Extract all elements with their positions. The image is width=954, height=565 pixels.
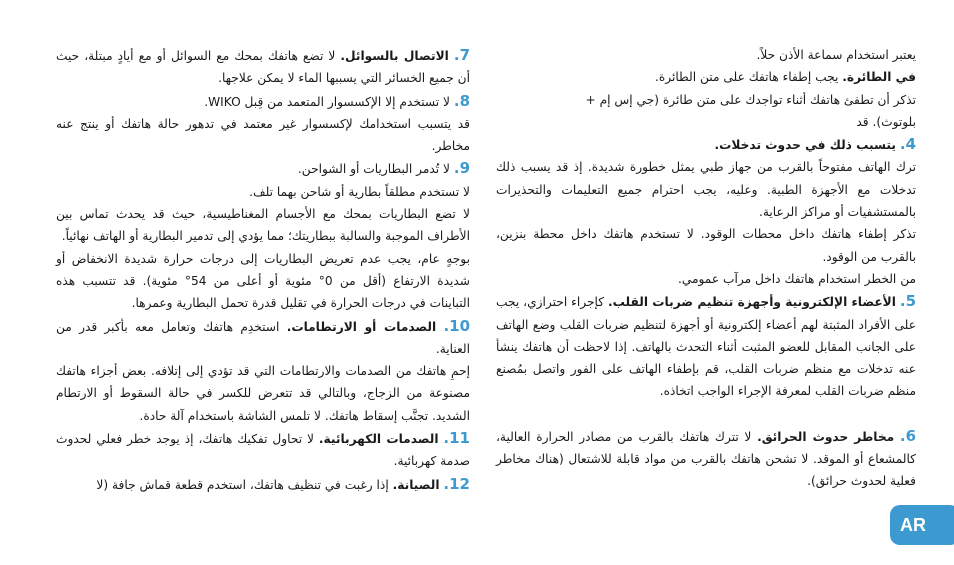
section-number: 12. <box>443 474 470 493</box>
paragraph-bluetooth: بلوتوث). قد <box>856 114 916 129</box>
section-number: 6. <box>899 426 917 445</box>
section-8-body: قد يتسبب استخدامك لإكسسوار غير معتمد في تدهور حالة هاتفك أو ينتج عنه مخاطر. <box>56 116 470 154</box>
section-text: استخدِم هاتفك وتعامل معه بأكبر قدر من العناية. <box>56 319 470 356</box>
section-7 <box>56 44 470 90</box>
section-number: 10. <box>443 316 471 335</box>
section-text: يجب إطفاء هاتفك على متن الطائرة. <box>654 70 839 85</box>
paragraph-damaged-battery: لا تستخدم مطلقاً بطارية أو شاحن بهما تلف. <box>249 184 470 199</box>
section-text: لا تترك هاتفك بالقرب من مصادر الحرارة العالية، كالمشعاع أو الموقد. لا تشحن هاتفك بالقرب من مواد قابلة للاشتعال (هناك مخاطر فعلية لحدوث حرائق). <box>496 429 916 489</box>
section-number: 4. <box>899 135 916 154</box>
section-heading: في الطائرة. <box>842 70 916 85</box>
section-heading: لا تستخدم إلا الإكسسوار المتعمد من قِبل WIKO. <box>204 94 450 109</box>
section-12 <box>56 473 470 496</box>
section-text: لا تضع هاتفك بمحك مع السوائل أو مع أيادٍ مبتلة، حيث أن جميع الخسائر التي يسببها الماء لا يمكن علاجها. <box>56 49 470 86</box>
section-heading: مخاطر حدوث الحرائق. <box>757 429 895 444</box>
right-column <box>496 44 916 493</box>
paragraph-shocks: إحمِ هاتفك من الصدمات والارتطامات التي قد تؤدي إلى إتلافه. بعض أجزاء هاتفك مصنوعة من الزجاج، وبالتالي قد تتعرض للكسر في حالة السقوط أو الارتطام الشديد. تجنَّب إسقاط هاتفك. لا تلمس الشاشة باستخدام آلة حادة. <box>56 364 470 423</box>
section-text: لا تحاول تفكيك هاتفك، إذ يوجد خطر فعلي لحدوث صدمة كهربائية. <box>56 432 470 469</box>
section-airplane <box>496 66 916 88</box>
section-heading: لا تُدمر البطاريات أو الشواحن. <box>297 162 450 177</box>
section-heading: الصيانة. <box>392 477 440 492</box>
section-number: 11. <box>443 429 470 448</box>
paragraph-garage: من الخطر استخدام هاتفك داخل مرآب عمومي. <box>677 271 916 286</box>
section-11 <box>56 427 470 473</box>
section-text: كإجراء احترازي، يجب على الأفراد المثبتة لهم أعضاء إلكترونية أو أجهزة لتنظيم ضربات القلب وضع الهاتف على الجانب المقابل للعضو المثبت أثناء التحدث بالهاتف. إذا لاحظت أن هاتفك ينشأ عنه تدخلات مع منظم ضربات القلب، قم بإطفاء الهاتف على الفور واتصل بمُصنع منظم ضربات القلب لمعرفة الإجراء الواجب اتخاذه. <box>496 295 916 399</box>
paragraph-airplane-note: تذكر أن تطفئ هاتفك أثناء تواجدك على متن طائرة (جي إس إم + <box>585 92 916 107</box>
section-heading: الصدمات الكهربائية. <box>318 432 439 447</box>
section-heading: الاتصال بالسوائل. <box>340 49 449 63</box>
section-4-body: ترك الهاتف مفتوحاً بالقرب من جهاز طبي يمثل خطورة شديدة. إذ قد يسبب ذلك تدخلات مع الأجهزة الطبية. وعليه، يجب احترام جميع التعليمات والتحذيرات بالمستشفيات أو مراكز الرعاية. <box>496 160 916 220</box>
section-heading: الصدمات أو الارتطامات. <box>286 319 437 334</box>
section-4-title <box>496 133 916 156</box>
section-number: 7. <box>453 46 471 64</box>
paragraph-fuel: تذكر إطفاء هاتفك داخل محطات الوقود. لا تستخدم هاتفك داخل محطة بنزين، بالقرب من الوقود. <box>496 227 916 264</box>
section-6 <box>496 425 916 493</box>
left-column <box>56 44 470 496</box>
section-8-title <box>56 90 470 113</box>
section-number: 9. <box>453 159 470 178</box>
section-heading: يتسبب ذلك في حدوث تدخلات. <box>714 138 896 153</box>
section-text: إذا رغبت في تنظيف هاتفك، استخدم قطعة قماش جافة (لا <box>96 477 389 492</box>
section-9-title <box>56 157 470 180</box>
section-heading: الأعضاء الإلكترونية وأجهزة تنظيم ضربات القلب. <box>607 295 896 310</box>
section-number: 8. <box>453 91 470 110</box>
section-5 <box>496 290 916 402</box>
section-number: 5. <box>899 292 917 311</box>
paragraph-temperature: بوجهٍ عام، يجب عدم تعريض البطاريات إلى درجات حرارة شديدة الانخفاض أو شديدة الارتفاع (أقل من 0° مئوية أو أعلى من 54° مئوية). قد تتسبب هذه التباينات في درجات الحرارة في تقليل قدرة تحمل البطارية وعمرها. <box>56 251 470 311</box>
language-badge: AR <box>890 505 954 545</box>
paragraph-magnetic: لا تضع البطاريات بمحك مع الأجسام المغناطيسية، حيث قد يحدث تماس بين الأطراف الموجبة والسالبة ببطاريتك؛ مما يؤدي إلى تدمير البطارية أو الهاتف نهائياً. <box>56 207 470 244</box>
paragraph-earphone: يعتبر استخدام سماعة الأذن حلاً. <box>756 48 916 62</box>
section-10 <box>56 315 470 361</box>
